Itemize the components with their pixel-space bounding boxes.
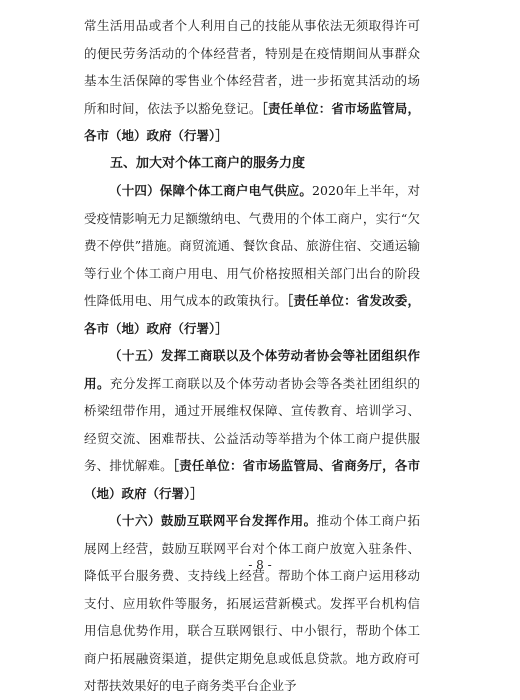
continued-paragraph [84, 12, 420, 150]
item-16 [84, 507, 420, 700]
item-15 [84, 342, 420, 507]
responsibility-note: ［责任单位：省市场监管局、省商务厅，各市（地）政府（行署）］ [84, 458, 420, 501]
item-text: 推动个体工商户拓展网上经营，鼓励互联网平台对个体工商户放宽入驻条件、降低平台服务费、支持线上经营。帮助个体工商户运用移动支付、应用软件等服务，拓展运营新模式。发挥平台机构信用信息优势作用，联合互联网银行、中小银行，帮助个体工商户拓展融资渠道，提供定期免息或低息贷款。地方政府可对帮扶效果好的电子商务类平台企业予 [84, 513, 420, 693]
responsibility-note: ［责任单位：省发改委，各市（地）政府（行署）］ [84, 293, 420, 336]
document-body [84, 12, 420, 700]
item-title: （十四）保障个体工商户电气供应。 [109, 183, 313, 198]
paragraph-text: 常生活用品或者个人利用自己的技能从事依法无须取得许可的便民劳务活动的个体经营者，特别是在疫情期间从事群众基本生活保障的零售业个体经营者，进一步拓宽其活动的场所和时间，依法予以豁免登记。 [84, 18, 420, 116]
item-title: （十五）发挥工商联以及个体劳动者协会等社团组织作用。 [84, 348, 420, 391]
page-number: - 8 - [248, 558, 272, 572]
section-heading: 五、加大对个体工商户的服务力度 [110, 155, 306, 171]
item-14 [84, 177, 420, 342]
responsibility-note: ［责任单位：省市场监管局，各市（地）政府（行署）］ [84, 100, 420, 143]
item-text: 2020年上半年，对受疫情影响无力足额缴纳电、气费用的个体工商户，实行“欠费不停供”措施。商贸流通、餐饮食品、旅游住宿、交通运输等行业个体工商户用电、用气价格按照相关部门出台的阶段性降低用电、用气成本的政策执行。 [84, 183, 420, 308]
item-title: （十六）鼓励互联网平台发挥作用。 [109, 513, 317, 528]
item-text: 充分发挥工商联以及个体劳动者协会等各类社团组织的桥梁纽带作用，通过开展维权保障、宣传教育、培训学习、经贸交流、困难帮扶、公益活动等举措为个体工商户提供服务、排忧解难。 [84, 375, 420, 473]
